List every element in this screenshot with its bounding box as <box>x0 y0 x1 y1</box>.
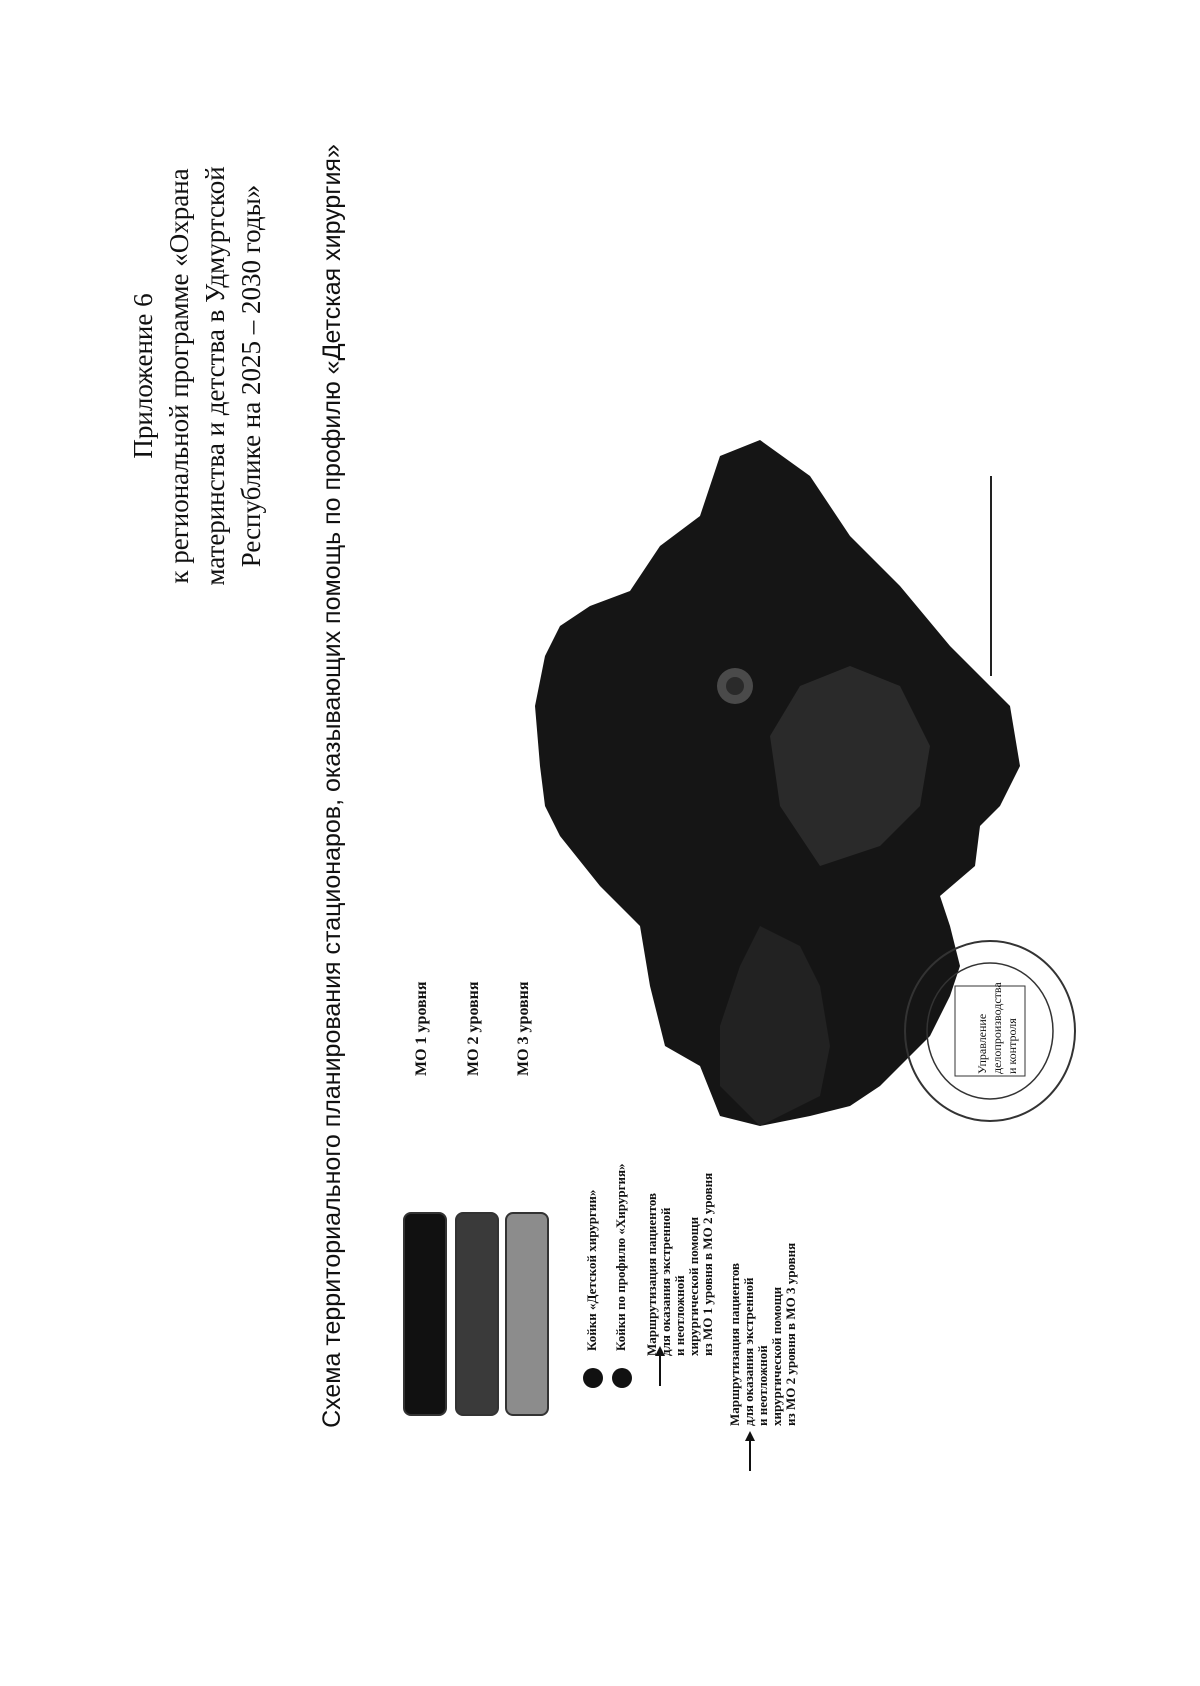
legend-label-pediatric-beds: Койки «Детской хирургии» <box>584 1189 599 1351</box>
routing-2-line-3: и неотложной <box>755 1345 770 1426</box>
routing-1-line-1: Маршрутизация пациентов <box>644 1192 659 1356</box>
legend-label-surgery-beds: Койки по профилю «Хирургия» <box>613 1163 628 1351</box>
routing-1-line-3: и неотложной <box>672 1275 687 1356</box>
routing-2-line-2: для оказания экстренной <box>741 1277 756 1426</box>
routing-1-line-4: хирургической помощи <box>686 1216 701 1356</box>
routing-2-line-4: хирургической помощи <box>769 1286 784 1426</box>
legend-label-level-1: МО 1 уровня <box>413 981 430 1076</box>
legend-label-level-2: МО 2 уровня <box>465 981 482 1076</box>
scheme-title: Схема территориального планирования стационаров, оказывающих помощь по профилю «Детская хирургия» <box>318 144 346 1428</box>
routing-1-line-5: из МО 1 уровня в МО 2 уровня <box>700 1172 715 1356</box>
appendix-line-4: Республике на 2025 – 2030 годы» <box>236 184 266 568</box>
city-marker-center-icon <box>726 677 744 695</box>
appendix-line-1: Приложение 6 <box>128 293 158 459</box>
stamp-center-line-2: делопроизводства <box>990 982 1004 1074</box>
routing-1-line-2: для оказания экстренной <box>658 1207 673 1356</box>
legend-label-level-3: МО 3 уровня <box>515 981 532 1076</box>
routing-2-line-5: из МО 2 уровня в МО 3 уровня <box>783 1242 798 1426</box>
signature-line <box>990 476 992 676</box>
stamp-center-line-3: и контроля <box>1005 1018 1019 1074</box>
stamp-center-line-1: Управление <box>975 1013 989 1074</box>
appendix-line-3: материнства и детства в Удмуртской <box>200 166 230 586</box>
appendix-line-2: к региональной программе «Охрана <box>164 168 194 584</box>
routing-2-line-1: Маршрутизация пациентов <box>727 1262 742 1426</box>
